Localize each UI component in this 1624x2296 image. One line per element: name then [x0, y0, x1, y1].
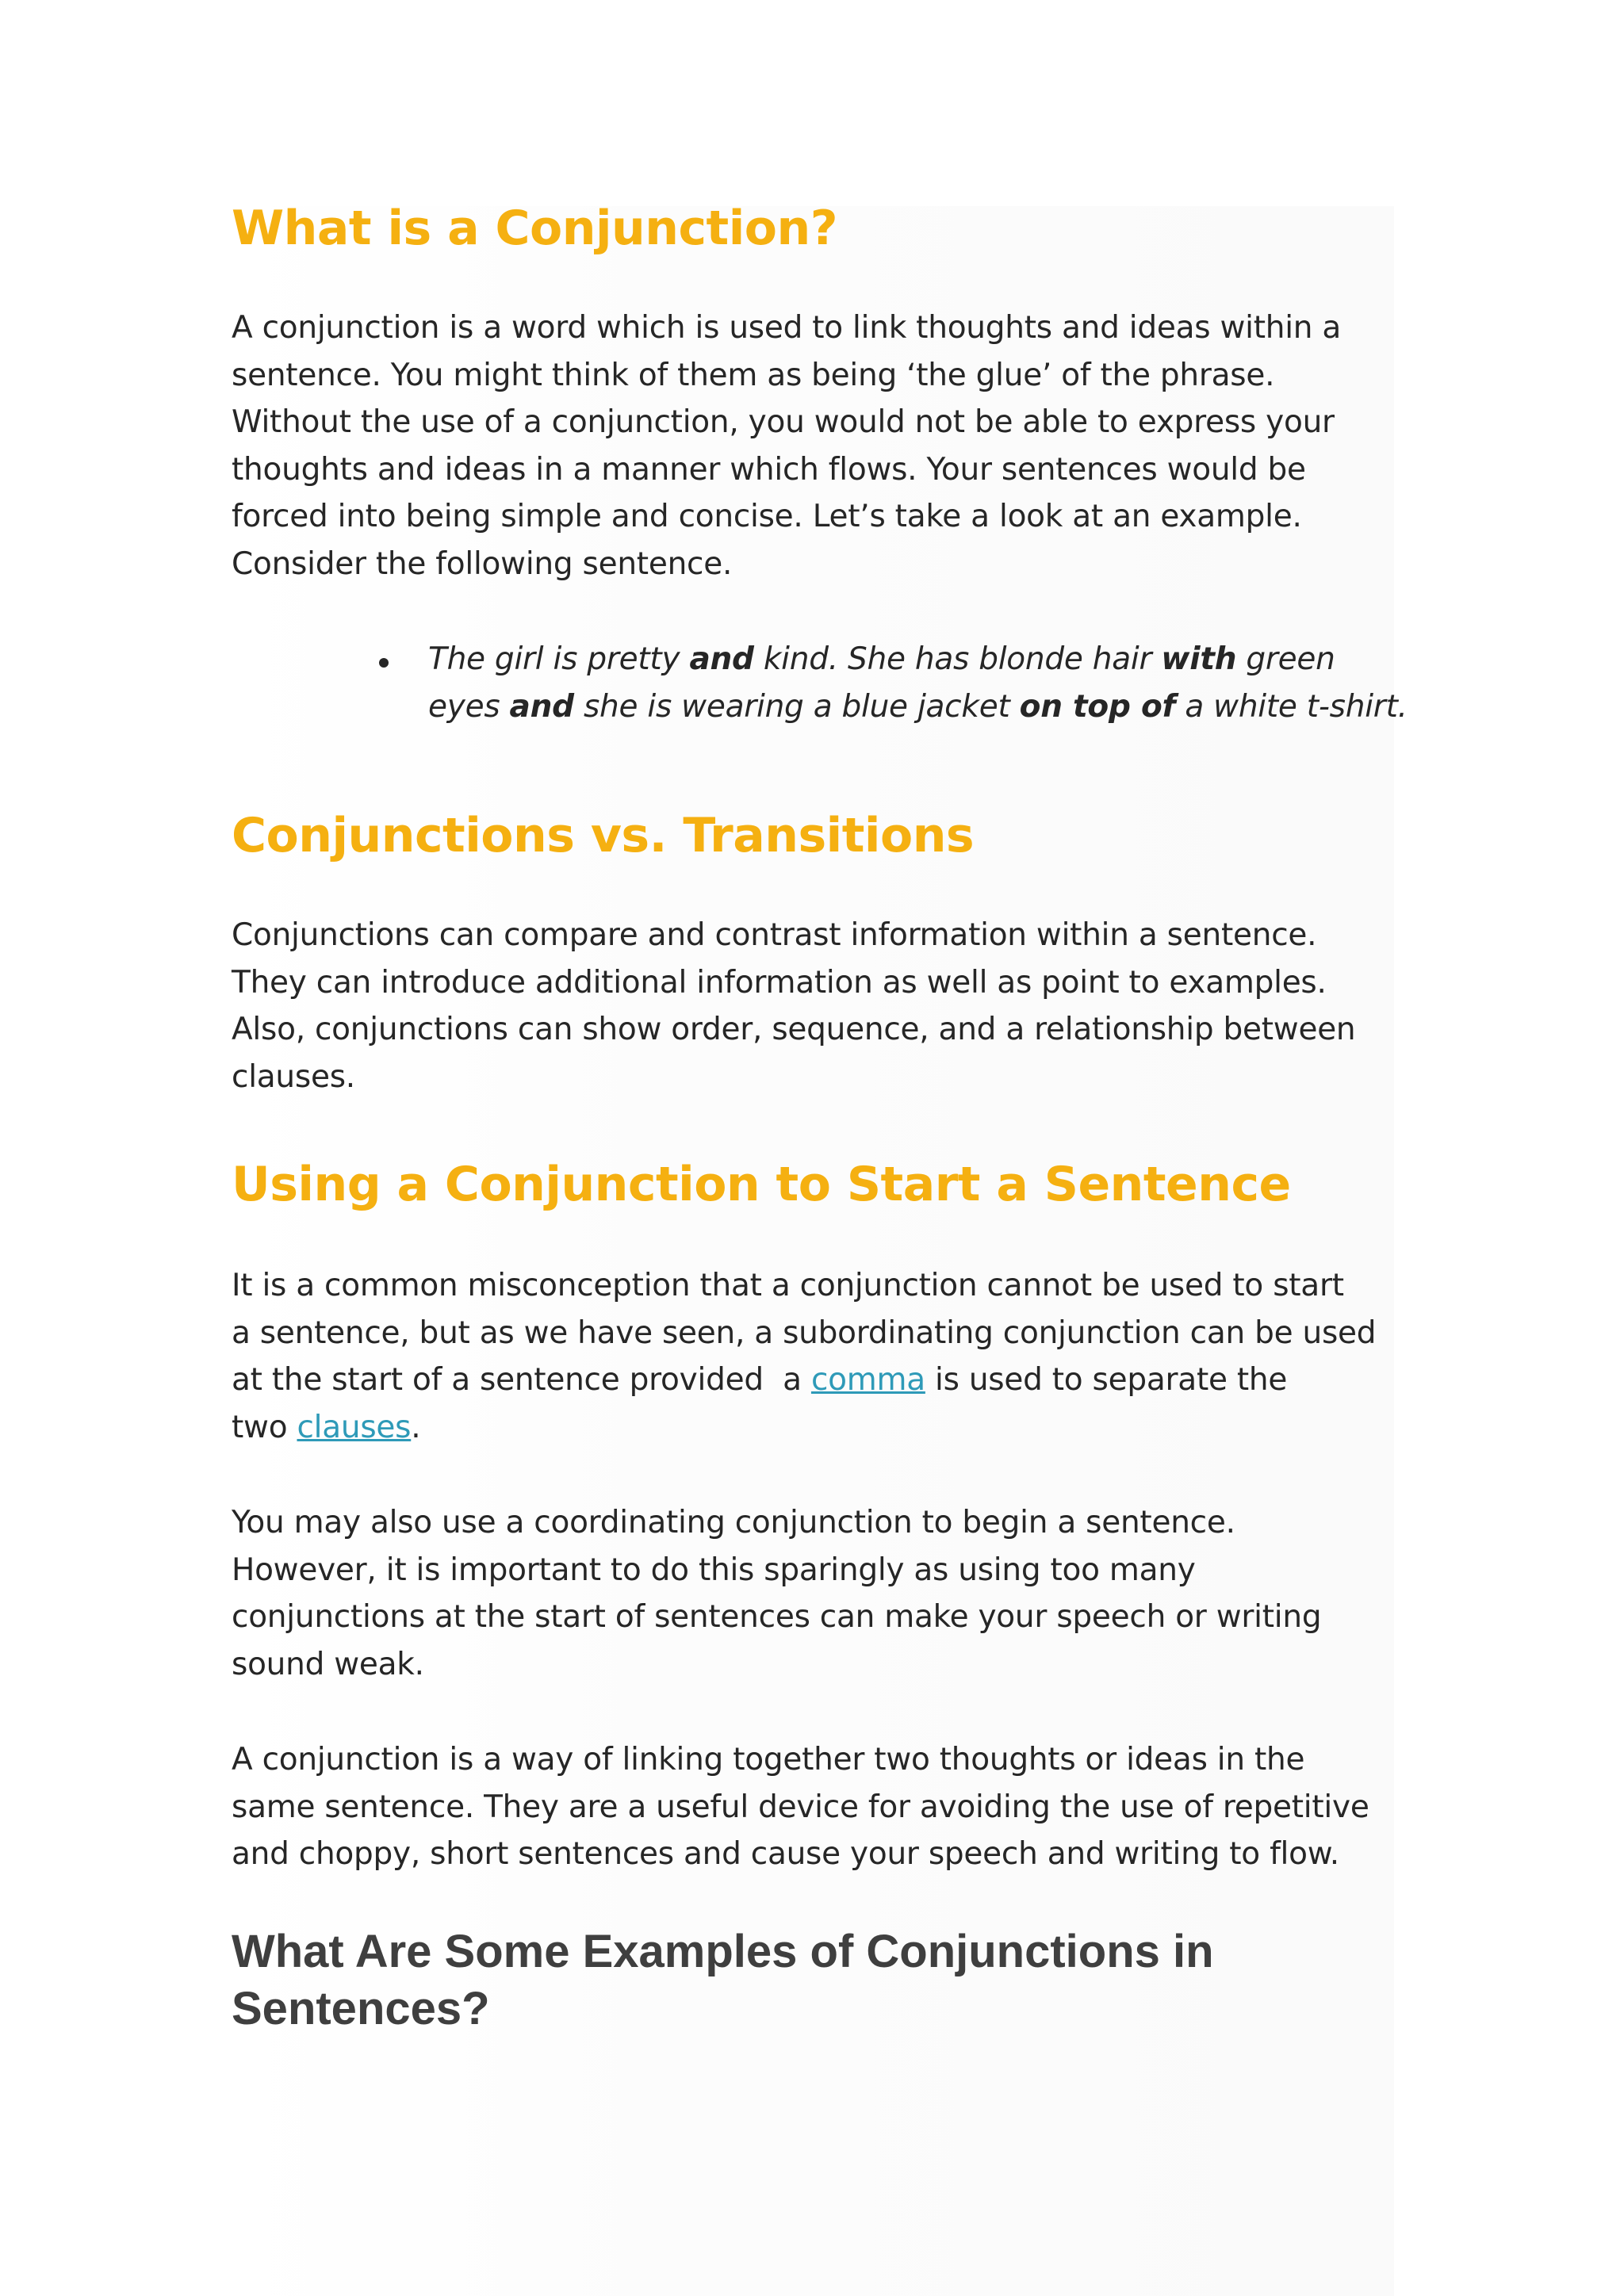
paragraph-line: It is a common misconception that a conjunction cannot be used to start [232, 1268, 1344, 1303]
paragraph-definition [232, 304, 1341, 587]
paragraph-line: Consider the following sentence. [232, 545, 733, 582]
heading-line: Sentences? [232, 1983, 490, 2034]
bullet-icon [379, 658, 389, 668]
paragraph-line: They can introduce additional information as well as point to examples. [232, 964, 1327, 1001]
example-line-1 [428, 636, 1408, 683]
paragraph-line: Also, conjunctions can show order, sequence, and a relationship between [232, 1012, 1356, 1047]
paragraph-line: A conjunction is a word which is used to link thoughts and ideas within a [232, 310, 1342, 346]
example-conjunction: on top of [1019, 688, 1176, 725]
paragraph-line: forced into being simple and concise. Let’s take a look at an example. [232, 499, 1302, 534]
paragraph-line [232, 1357, 1376, 1404]
paragraph-line: However, it is important to do this sparingly as using too many [232, 1552, 1196, 1588]
paragraph-line [232, 1404, 1376, 1452]
paragraph-line: A conjunction is a way of linking together two thoughts or ideas in the [232, 1742, 1305, 1777]
example-text: The girl is pretty [428, 641, 690, 677]
heading-what-is-a-conjunction: What is a Conjunction? [232, 201, 838, 256]
example-text: a white t-shirt. [1175, 688, 1408, 725]
paragraph-line: Without the use of a conjunction, you would not be able to express your [232, 404, 1335, 440]
paragraph-line: same sentence. They are a useful device for avoiding the use of repetitive [232, 1789, 1369, 1825]
heading-using-conjunction-to-start: Using a Conjunction to Start a Sentence [232, 1157, 1291, 1212]
paragraph-linking-thoughts [232, 1736, 1369, 1878]
paragraph-text: two [232, 1409, 297, 1445]
paragraph-line: and choppy, short sentences and cause your speech and writing to flow. [232, 1836, 1339, 1872]
example-sentence [428, 636, 1408, 730]
paragraph-line: sentence. You might think of them as being ‘the glue’ of the phrase. [232, 357, 1275, 393]
example-conjunction: and [689, 641, 754, 677]
heading-examples-of-conjunctions [232, 1923, 1214, 2038]
paragraph-conjunctions-vs-transitions [232, 912, 1355, 1100]
example-text: kind. She has blonde hair [753, 641, 1162, 677]
example-text: green [1236, 641, 1335, 677]
paragraph-misconception [232, 1262, 1376, 1451]
paragraph-text: . [411, 1409, 421, 1445]
heading-conjunctions-vs-transitions: Conjunctions vs. Transitions [232, 808, 975, 863]
paragraph-line: clauses. [232, 1058, 355, 1095]
example-text: she is wearing a blue jacket [573, 688, 1020, 725]
paragraph-line: sound weak. [232, 1646, 424, 1682]
paragraph-line: a sentence, but as we have seen, a subordinating conjunction can be used [232, 1314, 1377, 1351]
paragraph-line: conjunctions at the start of sentences can make your speech or writing [232, 1599, 1322, 1635]
example-text: eyes [428, 688, 510, 725]
paragraph-line: thoughts and ideas in a manner which flows. Your sentences would be [232, 451, 1306, 488]
link-comma[interactable]: comma [810, 1362, 925, 1398]
paragraph-coordinating-conjunction [232, 1499, 1321, 1688]
example-conjunction: and [509, 688, 574, 725]
link-clauses[interactable]: clauses [297, 1409, 412, 1445]
paragraph-text: is used to separate the [925, 1362, 1288, 1398]
paragraph-line: You may also use a coordinating conjunction to begin a sentence. [232, 1505, 1235, 1540]
example-line-2 [428, 683, 1408, 731]
heading-line: What Are Some Examples of Conjunctions in [232, 1926, 1214, 1977]
paragraph-line: Conjunctions can compare and contrast information within a sentence. [232, 917, 1317, 953]
paragraph-text: at the start of a sentence provided a [232, 1362, 811, 1398]
example-conjunction: with [1161, 641, 1237, 677]
